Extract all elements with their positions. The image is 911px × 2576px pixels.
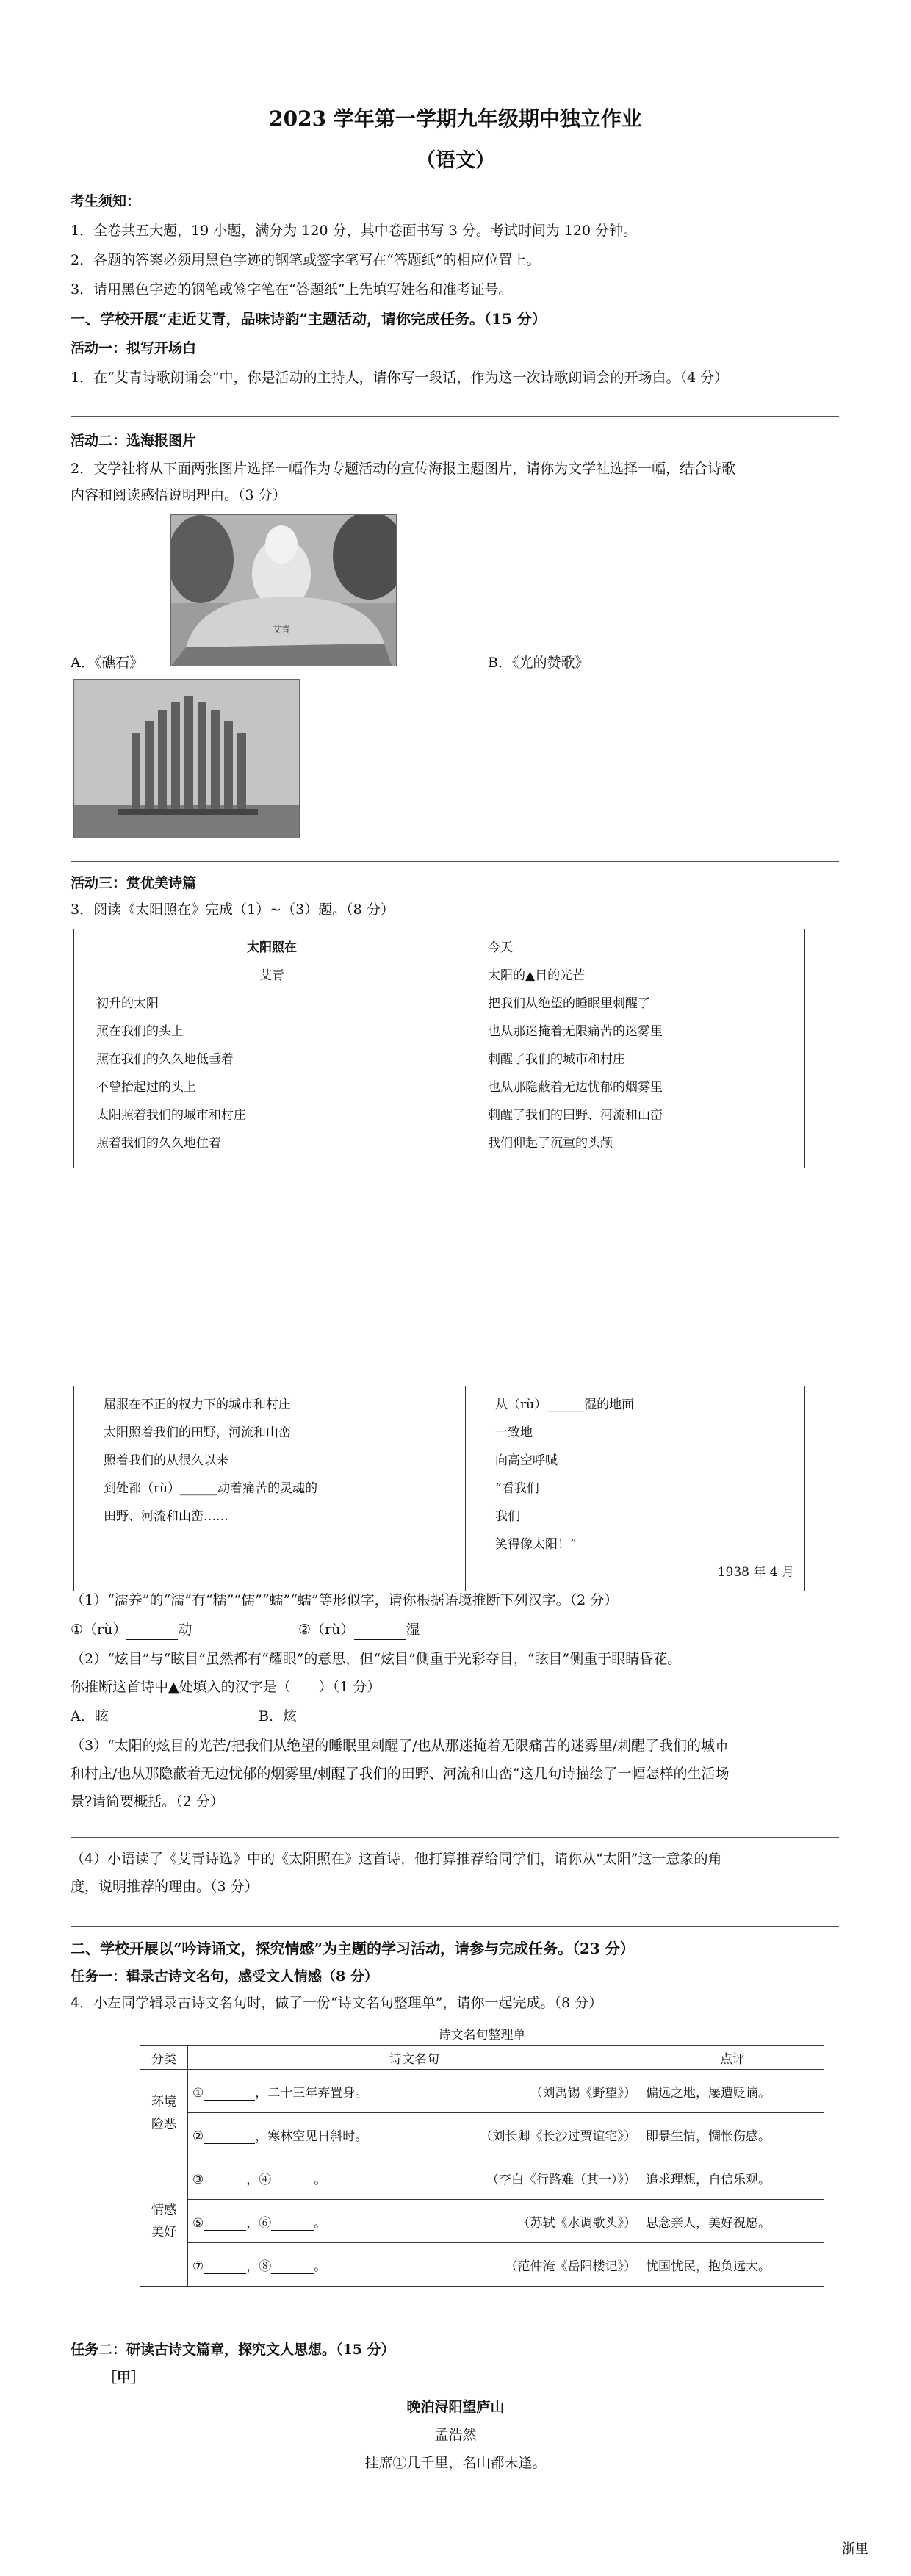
quote-table-header-quote: 诗文名句 [188,2046,641,2070]
q3-1-b-post: 湿 [406,1622,420,1638]
answer-line [71,861,839,862]
table-row [140,2156,824,2200]
table-row [140,2113,824,2156]
quote-cell [188,2243,641,2287]
q3-2-option-b: B．炫 [259,1708,297,1724]
quote-blank[interactable] [204,2129,255,2144]
q3-2-option-a: A．眩 [71,1708,109,1724]
question-3-4-line2: 度，说明推荐的理由。（3 分） [71,1879,259,1895]
poem-line: 我们仰起了沉重的头颅 [488,1136,613,1151]
question-3-3-line3: 景?请简要概括。（2 分） [71,1794,224,1810]
question-1: 1．在“艾青诗歌朗诵会”中，你是活动的主持人，请你写一段话，作为这一次诗歌朗诵会的开场白。（4 分） [71,370,729,386]
poem-line: 照在我们的久久地低垂着 [96,1052,234,1067]
poem-line: 笑得像太阳！” [495,1537,577,1552]
blank-number: ③ [192,2172,204,2187]
poem-line: 刺醒了我们的田野、河流和山峦 [488,1108,663,1123]
quote-blank[interactable] [204,2172,246,2187]
quote-source: （苏轼《水调歌头》） [517,2215,636,2231]
poem-line: 太阳的▲目的光芒 [488,968,586,983]
quote-source: （刘长卿《长沙过贾谊宅》） [480,2129,636,2144]
quote-comment: 即景生情，惆怅伤感。 [641,2113,824,2156]
poem-line: 初升的太阳 [96,996,159,1011]
monument-photo [73,679,300,838]
option-b: B．《光的赞歌》 [488,655,589,671]
reef-stone-text: 艾青 [272,625,291,635]
question-3: 3．阅读《太阳照在》完成（1）~（3）题。（8 分） [71,902,395,918]
blank-number: ② [192,2129,204,2144]
poem-title: 太阳照在 [247,940,297,955]
q3-1-blank-b [298,1619,420,1640]
question-4: 4．小左同学辑录古诗文名句时，做了一份“诗文名句整理单”，请你一起完成。（8 分） [71,1995,603,2011]
q3-1-blank-a [71,1619,192,1640]
poem-right-column-2 [495,1391,794,1558]
poem-line: 向高空呼喊 [495,1453,558,1468]
poem-line: 屈服在不正的权力下的城市和村庄 [104,1397,291,1412]
notice-title: 考生须知： [71,193,141,209]
poem-line: 到处都（rù）______动着痛苦的灵魂的 [104,1481,318,1496]
activity3-title: 活动三：赏优美诗篇 [71,875,197,891]
table-row [140,2243,824,2287]
task1-title: 任务一：辑录古诗文名句，感受文人情感（8 分） [71,1968,378,1985]
poem-date: 1938 年 4 月 [717,1565,794,1580]
blank-number: ⑤ [192,2215,204,2231]
part1-heading: 一、学校开展“走近艾青，品味诗韵”主题活动，请你完成任务。（15 分） [71,310,547,328]
quote-table-header-category: 分类 [140,2046,188,2070]
quote-comment: 追求理想，自信乐观。 [641,2156,824,2200]
quote-cell [188,2113,641,2156]
poem-line: 我们 [495,1509,520,1524]
question-3-2-line2: 你推断这首诗中▲处填入的汉字是（ ）（1 分） [71,1679,381,1695]
question-3-2-line1: （2）“炫目”与“眩目”虽然都有“耀眼”的意思，但“炫目”侧重于光彩夺目，“眩目”侧重于眼睛昏花。 [71,1651,682,1667]
blank-number: ⑦ [192,2259,204,2274]
quote-text: 。 [314,2259,327,2274]
quote-blank[interactable] [271,2215,314,2231]
question-2-line1: 2．文学社将从下面两张图片选择一幅作为专题活动的宣传海报主题图片，请你为文学社选择一幅，结合诗歌 [71,461,736,477]
question-3-3-line1: （3）“太阳的炫目的光芒/把我们从绝望的睡眠里刺醒了/也从那迷掩着无限痛苦的迷雾里/刺醒了我们的城市 [71,1738,730,1754]
poem-line: 田野、河流和山峦…… [104,1509,228,1524]
quote-source: （刘禹锡《野望》） [530,2085,636,2101]
reef-statue-image [171,515,396,666]
answer-line [71,1926,839,1927]
reef-photo [170,514,397,666]
quote-table-header-comment: 点评 [641,2046,824,2070]
poem-line: 也从那隐蔽着无边忧郁的烟雾里 [488,1080,663,1095]
question-3-1: （1）“濡养”的“濡”有“糯”“儒”“蠕”“蠕”等形似字，请你根据语境推断下列汉字。（2 分） [71,1592,619,1608]
notice-item-2: 2．各题的答案必须用黑色字迹的钢笔或签字笔写在“答题纸”的相应位置上。 [71,252,541,268]
quote-blank[interactable] [204,2215,246,2231]
poem-line: 照在我们的头上 [96,1024,184,1039]
poem-line: 也从那迷掩着无限痛苦的迷雾里 [488,1024,663,1039]
quote-table [140,2021,824,2287]
blank-number: ，⑧ [246,2259,272,2274]
question-3-3-line2: 和村庄/也从那隐蔽着无边忧郁的烟雾里/刺醒了我们的田野、河流和山峦”这几句诗描绘了一幅怎样的生活场 [71,1766,730,1782]
exam-subject: （语文） [416,149,495,172]
exam-title: 2023 学年第一学期九年级期中独立作业 [269,107,642,131]
category-environment [140,2070,188,2156]
quote-source: （李白《行路难（其一）》） [486,2172,636,2187]
passage-label: ［甲］ [103,2370,145,2386]
quote-comment: 思念亲人，美好祝愿。 [641,2200,824,2243]
poem-left-column-2 [104,1391,455,1530]
poem-table-bottom [73,1386,805,1591]
category-emotion [140,2156,188,2287]
quote-cell [188,2200,641,2243]
blank-number: ，⑥ [246,2215,272,2231]
quote-blank[interactable] [204,2259,246,2274]
poem-line: “看我们 [495,1481,539,1496]
task2-title: 任务二：研读古诗文篇章，探究文人思想。（15 分） [71,2342,395,2358]
blank-number: ，④ [246,2172,272,2187]
poem-line: 一致地 [495,1425,533,1440]
poem2-author: 孟浩然 [434,2427,477,2443]
poem-table-top [73,929,805,1168]
q3-1-b-blank[interactable] [354,1625,406,1640]
q3-1-b-pre: ②（rù） [298,1622,355,1638]
monument-image [74,680,299,838]
quote-text: 。 [314,2172,327,2187]
poem-line: 刺醒了我们的城市和村庄 [488,1052,625,1067]
question-3-4-line1: （4）小语读了《艾青诗选》中的《太阳照在》这首诗，他打算推荐给同学们，请你从“太阳”这一意象的角 [71,1851,722,1867]
q3-1-a-post: 动 [178,1622,192,1638]
quote-text: 。 [314,2215,327,2231]
poem-line: 太阳照着我们的田野，河流和山峦 [104,1425,291,1440]
poem-line: 从（rù）______湿的地面 [495,1397,635,1412]
table-row [140,2070,824,2113]
poem-author: 艾青 [259,968,284,983]
answer-line [71,1837,839,1838]
activity2-title: 活动二：选海报图片 [71,433,197,449]
quote-cell [188,2156,641,2200]
quote-comment: 偏远之地，屡遭贬谪。 [641,2070,824,2113]
category-emotion-label: 情感美好 [151,2203,176,2239]
quote-source: （范仲淹《岳阳楼记》） [505,2259,636,2274]
poem-line: 把我们从绝望的睡眠里刺醒了 [488,996,650,1011]
q3-1-a-blank[interactable] [126,1625,178,1640]
part2-heading: 二、学校开展以“吟诗诵文，探究情感”为主题的学习活动，请参与完成任务。（23 分） [71,1940,635,1957]
category-environment-label: 环境险恶 [151,2094,176,2131]
footer-mark: 浙里 [842,2541,868,2557]
quote-text: ，寒林空见日斜时。 [255,2129,368,2144]
quote-blank[interactable] [271,2172,314,2187]
poem-line: 不曾抬起过的头上 [96,1080,196,1095]
poem-line: 照着我们的久久地住着 [96,1136,221,1151]
quote-text: ，二十三年弃置身。 [255,2085,368,2101]
blank-number: ① [192,2085,204,2101]
quote-blank[interactable] [271,2259,314,2274]
question-2-line2: 内容和阅读感悟说明理由。（3 分） [71,487,287,503]
activity1-title: 活动一：拟写开场白 [71,340,197,356]
quote-comment: 忧国忧民，抱负远大。 [641,2243,824,2287]
notice-item-1: 1．全卷共五大题，19 小题，满分为 120 分，其中卷面书写 3 分。考试时间为 120 分钟。 [71,223,638,239]
table-row [140,2200,824,2243]
quote-cell [188,2070,641,2113]
poem-left-column [96,990,447,1157]
poem2-line1: 挂席①几千里，名山都未逢。 [364,2455,547,2471]
poem-line: 照着我们的从很久以来 [104,1453,228,1468]
quote-table-title: 诗文名句整理单 [140,2021,824,2046]
poem-line: 今天 [488,940,513,955]
poem-line: 太阳照着我们的城市和村庄 [96,1108,246,1123]
notice-item-3: 3．请用黑色字迹的钢笔或签字笔在“答题纸”上先填写姓名和准考证号。 [71,281,513,298]
q3-1-a-pre: ①（rù） [71,1622,127,1638]
poem-right-column [488,934,794,1157]
poem2-title: 晚泊浔阳望庐山 [406,2399,505,2415]
answer-line [71,416,839,417]
quote-blank[interactable] [204,2085,255,2101]
option-a: A．《礁石》 [71,655,144,671]
